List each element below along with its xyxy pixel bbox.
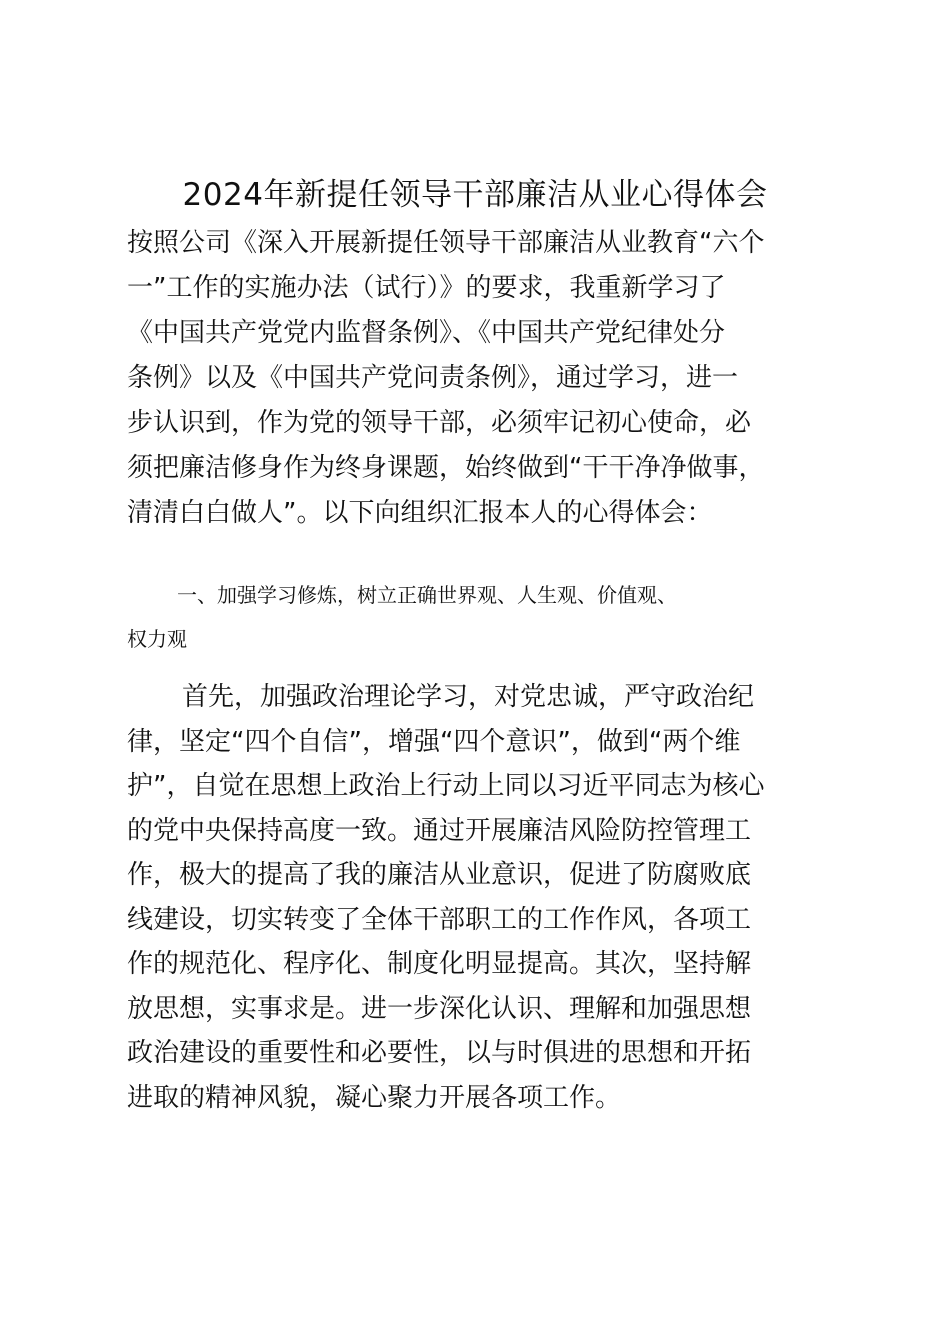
document-title: 2024年新提任领导干部廉洁从业心得体会 <box>182 177 768 213</box>
body-line: 作，极大的提高了我的廉洁从业意识，促进了防腐败底 <box>127 860 752 890</box>
body-line: 政治建设的重要性和必要性，以与时俱进的思想和开拓 <box>127 1038 752 1068</box>
intro-line: 清清白白做人”。以下向组织汇报本人的心得体会： <box>127 498 713 528</box>
body-line: 律，坚定“四个自信”，增强“四个意识”，做到“两个维 <box>127 726 741 757</box>
intro-paragraph <box>127 221 827 536</box>
body-line: 的党中央保持高度一致。通过开展廉洁风险防控管理工 <box>127 815 752 846</box>
section-heading-line: 一、加强学习修炼，树立正确世界观、人生观、价值观、 <box>177 583 677 607</box>
intro-line: 《中国共产党党内监督条例》、《中国共产党纪律处分 <box>127 318 726 348</box>
intro-line: 条例》以及《中国共产党问责条例》，通过学习，进一 <box>127 363 739 393</box>
intro-line: 须把廉洁修身作为终身课题，始终做到“干干净净做事， <box>127 453 765 483</box>
body-line: 进取的精神风貌，凝心聚力开展各项工作。 <box>127 1082 622 1113</box>
section-heading-line: 权力观 <box>127 627 187 651</box>
section-heading <box>127 573 837 661</box>
body-line: 放思想，实事求是。进一步深化认识、理解和加强思想 <box>127 993 752 1024</box>
body-line: 首先，加强政治理论学习，对党忠诚，严守政治纪 <box>182 682 755 712</box>
body-paragraph <box>127 675 837 1120</box>
body-line: 护”，自觉在思想上政治上行动上同以习近平同志为核心 <box>127 771 765 801</box>
body-line: 作的规范化、程序化、制度化明显提高。其次，坚持解 <box>127 949 752 979</box>
intro-line: 步认识到，作为党的领导干部，必须牢记初心使命，必 <box>127 408 752 438</box>
body-line: 线建设，切实转变了全体干部职工的工作作风，各项工 <box>127 904 752 935</box>
intro-line: 一”工作的实施办法（试行）》的要求，我重新学习了 <box>127 273 726 303</box>
intro-line: 按照公司《深入开展新提任领导干部廉洁从业教育“六个 <box>127 228 765 258</box>
